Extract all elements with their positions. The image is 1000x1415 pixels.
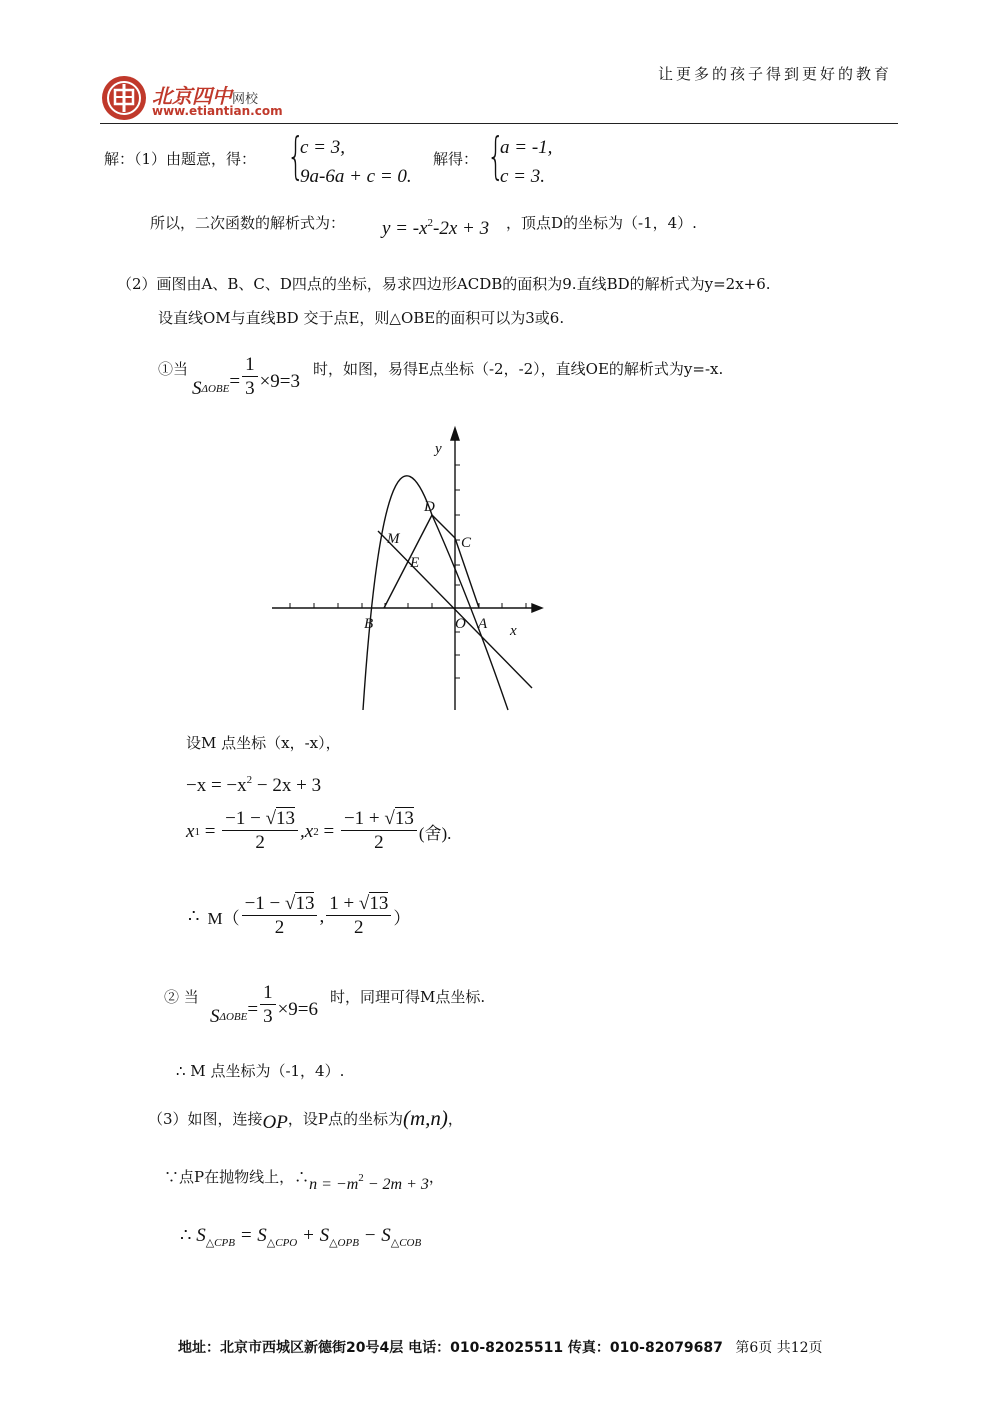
label-C: C bbox=[461, 535, 472, 551]
label-x: x bbox=[510, 623, 517, 639]
slogan: 让更多的孩子得到更好的教育 bbox=[658, 65, 893, 83]
y-axis-arrow-icon bbox=[451, 428, 459, 440]
system2-line2: c = 3. bbox=[500, 166, 546, 187]
label-E: E bbox=[410, 555, 420, 571]
label-D: D bbox=[424, 499, 435, 515]
logo-net: 网校 bbox=[232, 92, 259, 107]
label-A: A bbox=[478, 616, 488, 632]
footer bbox=[178, 1337, 823, 1357]
header-divider bbox=[100, 123, 898, 124]
parabola-curve bbox=[363, 476, 508, 710]
line-DC bbox=[432, 515, 455, 538]
part3-line1: （3）如图，连接 OP ，设P点的坐标为 (m,n) ， bbox=[148, 1105, 463, 1133]
logo-cn: 北京四中 bbox=[152, 84, 232, 108]
x-axis-arrow-icon bbox=[532, 604, 542, 612]
case2-conclusion: ∴ M 点坐标为（-1，4）. bbox=[176, 1062, 345, 1080]
M-coordinates: ∴ M（ $\frac{-1 - √13}{2}$ , $\frac{1 + √13}{2}$ ） bbox=[188, 893, 411, 938]
label-O: O bbox=[455, 616, 466, 632]
conclusion-text-a: 所以，二次函数的解析式为： bbox=[150, 214, 346, 232]
case2-formula: S ΔOBE = $\frac{1}{3}$ ×9=6 bbox=[210, 982, 318, 1027]
part2-line1: （2）画图由A、B、C、D四点的坐标，易求四边形ACDB的面积为9.直线BD的解析式为y=2x+6. bbox=[117, 275, 771, 293]
case2-text: 时，同理可得M点坐标. bbox=[330, 988, 486, 1006]
parabola-figure bbox=[260, 420, 550, 720]
brace-1: { bbox=[287, 127, 305, 185]
solve-label: 解得： bbox=[433, 150, 479, 168]
part2-line2: 设直线OM与直线BD 交于点E，则△OBE的面积可以为3或6. bbox=[158, 309, 565, 327]
case1-prefix: ①当 bbox=[158, 360, 189, 378]
part3-line2: ∵点P在抛物线上，∴ $n = -m^2 - 2m + 3$ ， bbox=[164, 1167, 444, 1193]
case2-prefix: ② 当 bbox=[164, 988, 199, 1006]
brace-2: { bbox=[487, 127, 505, 185]
conclusion-formula: $y = -x^2-2x + 3$ bbox=[382, 217, 490, 239]
system1-line1: c = 3, bbox=[300, 137, 346, 158]
case1-text: 时，如图，易得E点坐标（-2，-2），直线OE的解析式为y=-x. bbox=[313, 360, 724, 378]
label-B: B bbox=[364, 616, 374, 632]
case1-formula: S ΔOBE = $\frac{1}{3}$ ×9=3 bbox=[192, 354, 300, 399]
footer-address: 地址：北京市西城区新德街20号4层 电话：010-82025511 传真：010-82079687 bbox=[178, 1340, 723, 1356]
label-M: M bbox=[387, 531, 400, 547]
x-ticks bbox=[290, 603, 526, 608]
part1-prefix: 解：（1）由题意，得： bbox=[104, 150, 257, 168]
roots-formula: x 1 = $\frac{-1 - √13}{2}$ ,x 2 = $\frac{-1 + √13}{2}$ (舍). bbox=[186, 808, 452, 853]
system2-line1: a = -1, bbox=[500, 137, 553, 158]
conclusion-text-b: ，顶点D的坐标为（-1，4）. bbox=[506, 214, 697, 232]
footer-page: 第6页 共12页 bbox=[735, 1340, 823, 1356]
logo-emblem-icon bbox=[100, 74, 148, 122]
area-equation: ∴ $S_{\triangle CPB} = S_{\triangle CPO} + S_{\triangle OPB} - S_{\triangle COB}$ bbox=[180, 1225, 422, 1249]
label-y: y bbox=[435, 441, 442, 457]
equation-1: $-x = -x^2 - 2x + 3$ bbox=[186, 774, 322, 796]
system1-line2: 9a-6a + c = 0. bbox=[300, 166, 412, 187]
set-M-text: 设M 点坐标（x，-x）， bbox=[186, 734, 341, 752]
logo-url: www.etiantian.com bbox=[152, 104, 283, 118]
